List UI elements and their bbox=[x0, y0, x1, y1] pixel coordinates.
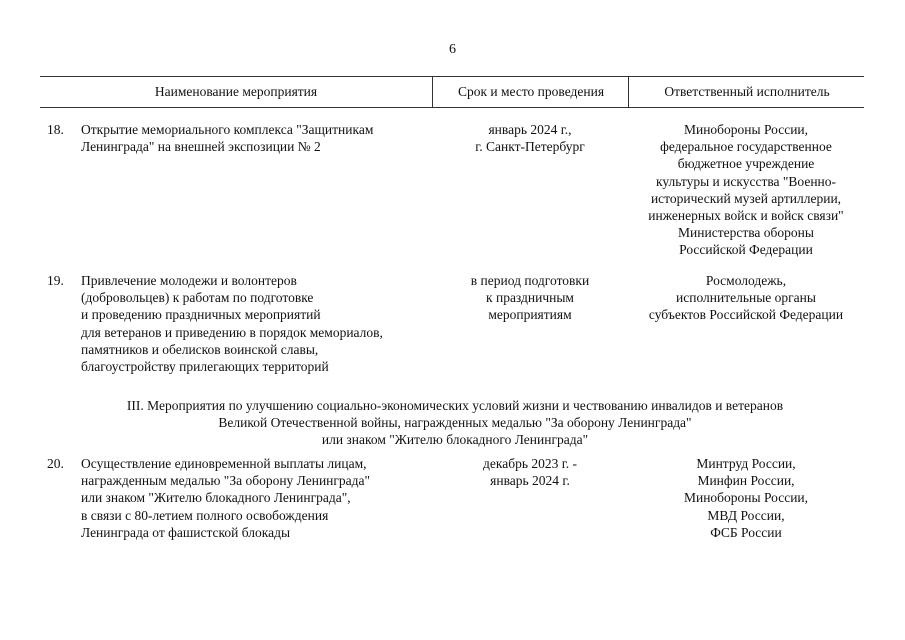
event-name: Привлечение молодежи и волонтеров (добровольцев) к работам по подготовке и проведению праздничных мероприятий для ветеранов и приведению в порядок мемориалов, памятников и обелисков воинской славы, благоустройству прилегающих территорий bbox=[81, 273, 383, 375]
column-header-responsible: Ответственный исполнитель bbox=[628, 77, 865, 107]
event-responsible: Минобороны России, федеральное государственное бюджетное учреждение культуры и искусства "Военно- исторический музей артиллерии, инженерных войск и войск связи" Министерства обороны Российской Федерации bbox=[648, 122, 844, 258]
event-term: в период подготовки к праздничным мероприятиям bbox=[470, 273, 590, 323]
event-name: Осуществление единовременной выплаты лицам, награжденным медалью "За оборону Ленинграда" или знаком "Жителю блокадного Ленинграда", в связи с 80-летием полного освобождения Ленинграда от фашистской блокады bbox=[81, 456, 371, 540]
row-number: 18. bbox=[47, 122, 64, 137]
event-term: декабрь 2023 г. - январь 2024 г. bbox=[483, 456, 577, 489]
row-number: 19. bbox=[47, 273, 64, 288]
column-header-name: Наименование мероприятия bbox=[154, 84, 318, 99]
row-number: 20. bbox=[47, 456, 64, 471]
event-responsible: Росмолодежь, исполнительные органы субъектов Российской Федерации bbox=[648, 273, 844, 323]
event-responsible: Минтруд России, Минфин России, Минобороны России, МВД России, ФСБ России bbox=[683, 456, 809, 540]
section-heading: III. Мероприятия по улучшению социально-экономических условий жизни и чествованию инвалидов и ветеранов Великой Отечественной войны, награжденных медалью "За оборону Ленинграда" или знаком "Жителю блокадного Ленинграда" bbox=[126, 398, 784, 448]
column-header-term: Срок и место проведения bbox=[432, 77, 629, 107]
page-number: 6 bbox=[449, 42, 456, 57]
event-name: Открытие мемориального комплекса "Защитникам Ленинграда" на внешней экспозиции № 2 bbox=[81, 122, 374, 155]
table-header bbox=[40, 76, 864, 108]
event-term: январь 2024 г., г. Санкт-Петербург bbox=[475, 122, 585, 155]
